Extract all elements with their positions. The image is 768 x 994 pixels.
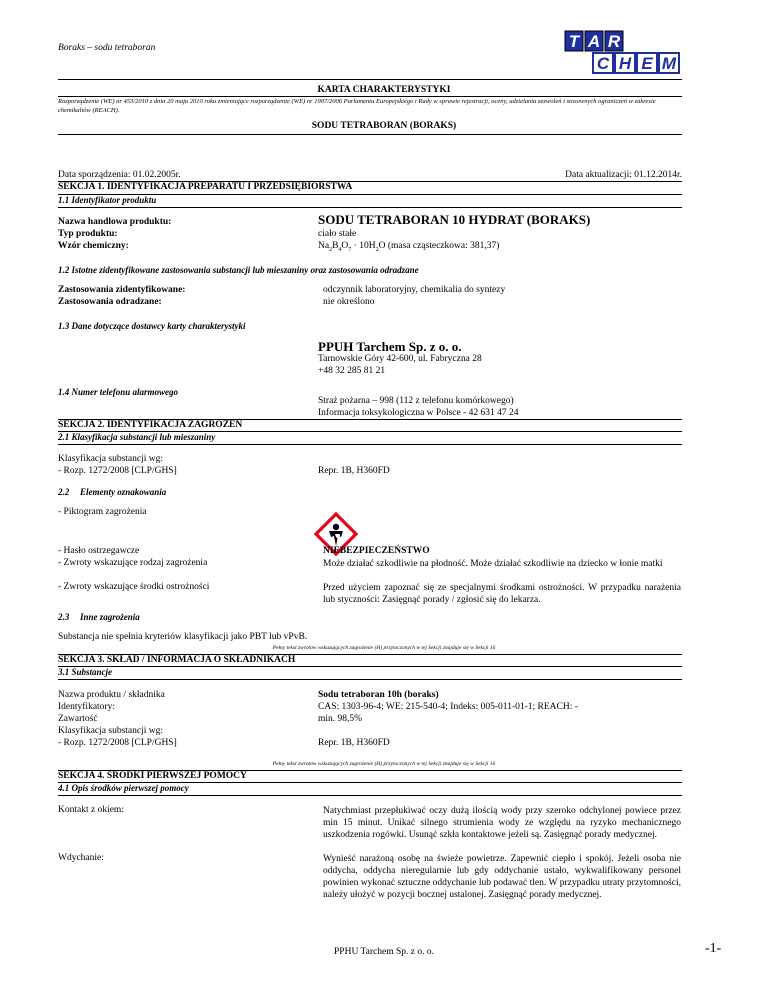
chemical-formula: $Na_2B_4O_7 \cdot 10H_2O$ (masa cząsteczkowa: 381,37) [318, 241, 500, 253]
substance-rule [58, 134, 682, 135]
eye-contact-text: Natychmiast przepłukiwać oczy dużą ilością wody przy szeroko odchylonej powiece przez min 15 minut. Unikać silnego strumienia wody ze względu na ryzyko mechanicznego uszkodzenia rogówki. Usunąć szkła kontaktowe jeżeli są. Zasięgnąć porady medycznej. [323, 806, 681, 840]
section3-footnote: Pełny tekst zwrotów wskazujących zagrożenie (H) przytoczonych w tej Sekcji znajduje się w Sekcji 16 [272, 761, 496, 767]
hazard-statements-label: - Zwroty wskazujące rodzaj zagrożenia [58, 558, 208, 568]
subsection-1-1-rule [58, 207, 682, 208]
hazard-statements: Może działać szkodliwie na płodność. Może działać szkodliwie na dziecko w łonie matki [323, 559, 663, 569]
emergency-fire: Straż pożarna – 998 (112 z telefonu komórkowego) [318, 396, 514, 406]
signal-word: NIEBEZPIECZEŃSTWO [323, 546, 430, 556]
supplier-address: Tarnowskie Góry 42-600, ul. Fabryczna 28 [318, 354, 482, 364]
emergency-toxicology: Informacja toksykologiczna w Polsce - 42 631 47 24 [318, 408, 519, 418]
subsection-2-2: Elementy oznakowania [80, 487, 167, 497]
trade-name-label: Nazwa handlowa produktu: [58, 217, 172, 227]
subsection-1-1: 1.1 Identyfikator produktu [58, 195, 157, 205]
inhalation-label: Wdychanie: [58, 853, 104, 863]
subsection-3-1-rule [58, 679, 682, 680]
identifiers-label: Identyfikatory: [58, 702, 115, 712]
classification-label: Klasyfikacja substancji wg: [58, 454, 164, 464]
section3-heading: SEKCJA 3. SKŁAD / INFORMACJA O SKŁADNIKACH [58, 655, 296, 665]
page-number: -1- [705, 941, 722, 956]
document-title: KARTA CHARAKTERYSTYKI [317, 85, 451, 95]
subsection-3-1: 3.1 Substancje [58, 667, 113, 677]
advised-label: Zastosowania odradzane: [58, 297, 162, 307]
subsection-1-2: 1.2 Istotne zidentyfikowane zastosowania substancji lub mieszaniny oraz zastosowania odradzane [58, 265, 419, 275]
document-header-title: Boraks – sodu tetraboran [58, 43, 156, 53]
svg-text:C: C [596, 54, 610, 73]
identifiers: CAS: 1303-96-4; WE: 215-540-4; Indeks: 005-011-01-1; REACH: - [318, 702, 578, 712]
tarchem-logo [563, 29, 681, 75]
uses-label: Zastosowania zidentyfikowane: [58, 285, 186, 295]
trade-name: SODU TETRABORAN 10 HYDRAT (BORAKS) [318, 212, 591, 227]
footer-company: PPHU Tarchem Sp. z o. o. [334, 947, 434, 957]
section4-heading: SEKCJA 4. ŚRODKI PIERWSZEJ POMOCY [58, 771, 247, 781]
inhalation-text: Wynieść narażoną osobę na świeże powietrze. Zapewnić ciepło i spokój. Jeżeli osoba nie oddycha, oddycha nieregularnie lub gdy oddychanie ustało, wykwalifikowany personel powinien wykonać sztuczne oddychanie lub podawać tlen. W przypadku utraty przytomności, należy ułożyć w pozycji bocznej ustalonej. Zasięgnąć porady medycznej. [323, 854, 681, 900]
formula-label: Wzór chemiczny: [58, 241, 129, 251]
classification-value: Repr. 1B, H360FD [318, 466, 390, 476]
svg-text:M: M [661, 54, 677, 73]
svg-text:H: H [618, 54, 632, 73]
supplier-phone: +48 32 285 81 21 [318, 366, 386, 376]
advised-value: nie określono [323, 297, 375, 307]
eye-contact-label: Kontakt z okiem: [58, 805, 124, 815]
classification-regulation: - Rozp. 1272/2008 [CLP/GHS] [58, 466, 177, 476]
signal-word-label: - Hasło ostrzegawcze [58, 546, 140, 556]
section2-heading: SEKCJA 2. IDENTYFIKACJA ZAGROŻEŃ [58, 420, 243, 430]
supplier-company: PPUH Tarchem Sp. z o. o. [318, 339, 462, 354]
s3-classification-value: Repr. 1B, H360FD [318, 738, 390, 748]
date-updated: Data aktualizacji: 01.12.2014r. [565, 170, 682, 180]
component-name-label: Nazwa produktu / składnika [58, 690, 165, 700]
pbt-statement: Substancja nie spełnia kryteriów klasyfikacji jako PBT lub vPvB. [58, 632, 308, 642]
component-name: Sodu tetraboran 10h (boraks) [318, 690, 439, 700]
subsection-2-3-number: 2.3 [58, 612, 70, 622]
content-value: min. 98,5% [318, 714, 363, 724]
precaution-statements: Przed użyciem zapoznać się ze specjalnymi środkami ostrożności. W przypadku narażenia lub styczności: Zasięgnąć porady / zgłosić się do lekarza. [323, 583, 681, 605]
subsection-2-3: Inne zagrożenia [80, 612, 140, 622]
date-created: Data sporządzenia: 01.02.2005r. [58, 170, 181, 180]
uses-value: odczynnik laboratoryjny, chemikalia do syntezy [323, 285, 506, 295]
pictogram-label: - Piktogram zagrożenia [58, 507, 147, 517]
regulation-text: Rozporządzenie (WE) nr 453/2010 z dnia 20 maja 2010 roku zmieniające rozporządzenie (WE) nr 1907/2006 Parlamentu Europejskiego i Rady w sprawie rejestracji, oceny, udzielania zezwoleń i stosownych ograniczeń w zakresie chemikaliów (REACH). [58, 98, 656, 114]
svg-text:E: E [641, 54, 653, 73]
section2-footnote: Pełny tekst zwrotów wskazujących zagrożenie (H) przytoczonych w tej Sekcji znajduje się w Sekcji 16 [272, 645, 496, 651]
subsection-1-4: 1.4 Numer telefonu alarmowego [58, 387, 179, 397]
s3-classification-regulation: - Rozp. 1272/2008 [CLP/GHS] [58, 738, 177, 748]
svg-text:R: R [607, 32, 621, 51]
subsection-1-3: 1.3 Dane dotyczące dostawcy karty charakterystyki [58, 321, 246, 331]
svg-text:T: T [568, 32, 580, 51]
substance-title: SODU TETRABORAN (BORAKS) [311, 121, 457, 131]
subsection-2-1: 2.1 Klasyfikacja substancji lub mieszaniny [58, 432, 216, 442]
svg-text:A: A [587, 32, 601, 51]
product-type: ciało stałe [318, 229, 357, 239]
subsection-4-1-rule [58, 795, 682, 796]
header-rule [58, 79, 682, 80]
precaution-statements-label: - Zwroty wskazujące środki ostrożności [58, 582, 210, 592]
subsection-2-1-rule [58, 444, 682, 445]
product-type-label: Typ produktu: [58, 229, 118, 239]
section3-rule [58, 666, 682, 667]
content-label: Zawartość [58, 714, 98, 724]
subsection-2-2-number: 2.2 [58, 487, 70, 497]
section1-heading: SEKCJA 1. IDENTYFIKACJA PREPARATU I PRZEDSIĘBIORSTWA [58, 182, 353, 192]
subsection-4-1: 4.1 Opis środków pierwszej pomocy [58, 783, 189, 793]
s3-classification-label: Klasyfikacja substancji wg: [58, 726, 164, 736]
